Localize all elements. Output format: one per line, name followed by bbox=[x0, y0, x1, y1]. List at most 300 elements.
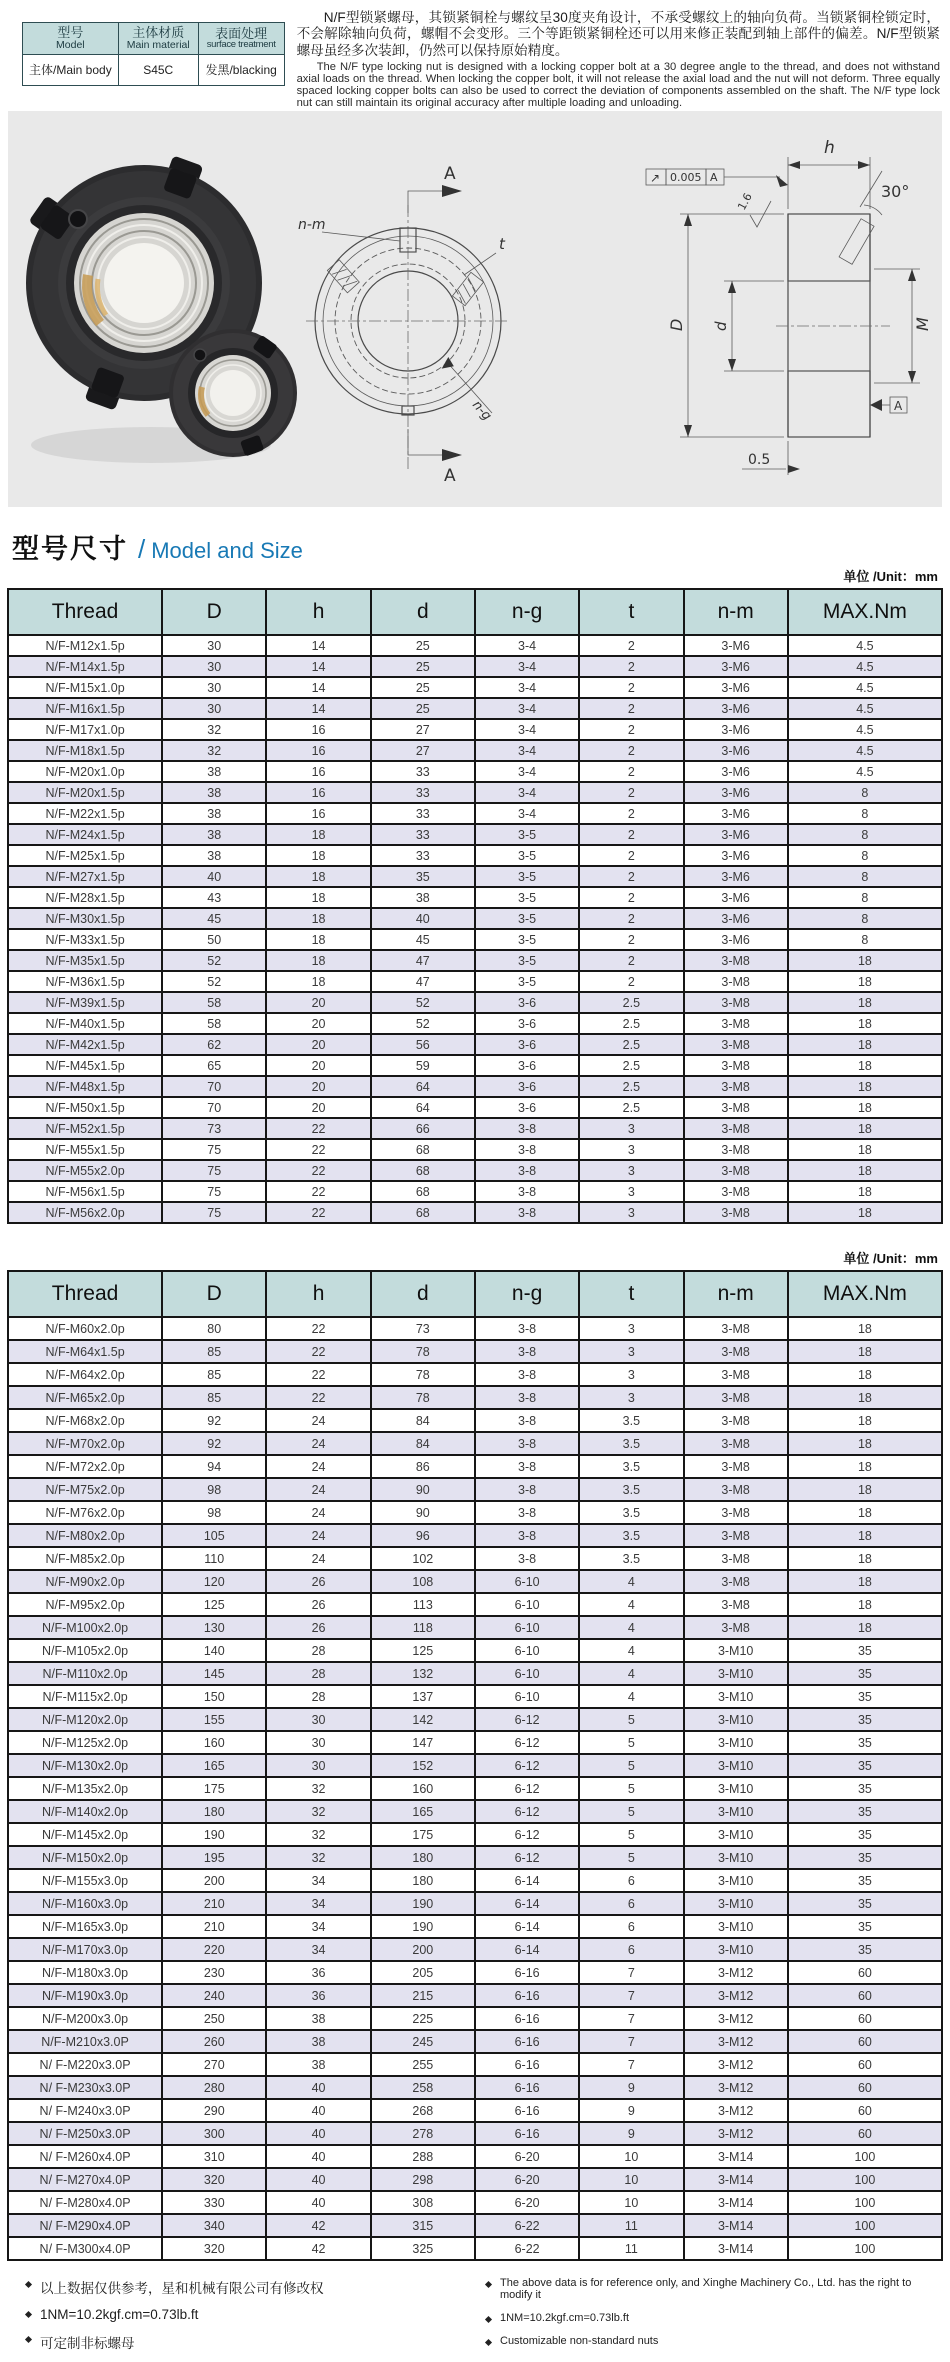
table-cell: 40 bbox=[162, 866, 266, 887]
table-cell: 3-M10 bbox=[684, 1731, 788, 1754]
table-cell: 35 bbox=[788, 1869, 942, 1892]
gdt-runout-frame bbox=[646, 169, 788, 187]
table-row bbox=[8, 887, 942, 908]
table-cell: 25 bbox=[371, 635, 475, 656]
table-cell: 3-5 bbox=[475, 824, 579, 845]
table-cell: 16 bbox=[266, 719, 370, 740]
table-cell: 18 bbox=[266, 950, 370, 971]
table-row bbox=[8, 782, 942, 803]
table-row bbox=[8, 1076, 942, 1097]
table-cell: 3-4 bbox=[475, 677, 579, 698]
table-cell: 52 bbox=[371, 1013, 475, 1034]
table-cell: 8 bbox=[788, 929, 942, 950]
table-cell: 8 bbox=[788, 887, 942, 908]
table-row bbox=[8, 1409, 942, 1432]
table-cell: 6-12 bbox=[475, 1731, 579, 1754]
table-cell: 100 bbox=[788, 2145, 942, 2168]
table-cell: 24 bbox=[266, 1501, 370, 1524]
table-cell: 22 bbox=[266, 1340, 370, 1363]
table-cell: 3-M8 bbox=[684, 1478, 788, 1501]
table-cell: 8 bbox=[788, 908, 942, 929]
table-cell: 18 bbox=[788, 1524, 942, 1547]
table-row bbox=[8, 866, 942, 887]
table-cell: 33 bbox=[371, 803, 475, 824]
table-cell: 27 bbox=[371, 740, 475, 761]
table-cell: 3 bbox=[579, 1160, 683, 1181]
table-cell: 3 bbox=[579, 1202, 683, 1223]
table-cell: 24 bbox=[266, 1547, 370, 1570]
table-cell: 102 bbox=[371, 1547, 475, 1570]
table-cell: 100 bbox=[788, 2237, 942, 2260]
table-cell: 65 bbox=[162, 1055, 266, 1076]
table-row bbox=[8, 1363, 942, 1386]
table-cell: 6-10 bbox=[475, 1593, 579, 1616]
table-cell: 22 bbox=[266, 1202, 370, 1223]
roughness-symbol bbox=[735, 191, 771, 227]
table-cell: 25 bbox=[371, 677, 475, 698]
column-header: MAX.Nm bbox=[788, 589, 942, 635]
size-table-2 bbox=[7, 1270, 943, 2261]
table-cell: 32 bbox=[266, 1846, 370, 1869]
table-cell: 24 bbox=[266, 1432, 370, 1455]
table-row bbox=[8, 677, 942, 698]
table-cell: 137 bbox=[371, 1685, 475, 1708]
table-cell: N/F-M100x2.0p bbox=[8, 1616, 162, 1639]
table-cell: 3-M8 bbox=[684, 1501, 788, 1524]
table-cell: 78 bbox=[371, 1340, 475, 1363]
table-cell: 2.5 bbox=[579, 992, 683, 1013]
table-cell: 200 bbox=[162, 1869, 266, 1892]
section-title-separator: / bbox=[138, 534, 146, 565]
table-cell: 6-14 bbox=[475, 1869, 579, 1892]
table-cell: 2.5 bbox=[579, 1076, 683, 1097]
table-cell: 8 bbox=[788, 782, 942, 803]
table-cell: 32 bbox=[162, 740, 266, 761]
table-cell: 113 bbox=[371, 1593, 475, 1616]
table-cell: N/F-M28x1.5p bbox=[8, 887, 162, 908]
info-header-model-zh: 型号 bbox=[57, 25, 84, 40]
table-cell: 14 bbox=[266, 698, 370, 719]
table-cell: 3-6 bbox=[475, 992, 579, 1013]
table-cell: 3-M12 bbox=[684, 2076, 788, 2099]
table-cell: 35 bbox=[788, 1915, 942, 1938]
table-cell: 3 bbox=[579, 1317, 683, 1340]
table-cell: 3-M6 bbox=[684, 656, 788, 677]
table-cell: 3-M12 bbox=[684, 1961, 788, 1984]
info-value-material: S45C bbox=[118, 54, 198, 85]
table-cell: 58 bbox=[162, 1013, 266, 1034]
table-cell: 3-M8 bbox=[684, 1455, 788, 1478]
table-cell: N/F-M52x1.5p bbox=[8, 1118, 162, 1139]
table-row bbox=[8, 1139, 942, 1160]
table-cell: 3-M8 bbox=[684, 1097, 788, 1118]
table-cell: N/F-M140x2.0p bbox=[8, 1800, 162, 1823]
table-row bbox=[8, 2237, 942, 2260]
table-cell: 32 bbox=[266, 1823, 370, 1846]
table-cell: 3-M8 bbox=[684, 1202, 788, 1223]
table-cell: 42 bbox=[266, 2237, 370, 2260]
table-cell: 18 bbox=[266, 971, 370, 992]
label-h: h bbox=[824, 138, 835, 159]
column-header: n-g bbox=[475, 1271, 579, 1317]
table-cell: N/F-M115x2.0p bbox=[8, 1685, 162, 1708]
table-row bbox=[8, 1501, 942, 1524]
table-cell: 6-12 bbox=[475, 1777, 579, 1800]
table-cell: 18 bbox=[266, 887, 370, 908]
table-cell: 98 bbox=[162, 1478, 266, 1501]
table-cell: 34 bbox=[266, 1938, 370, 1961]
table-cell: 3-8 bbox=[475, 1547, 579, 1570]
table-cell: 3-M10 bbox=[684, 1777, 788, 1800]
table-cell: 3 bbox=[579, 1139, 683, 1160]
table-cell: 22 bbox=[266, 1386, 370, 1409]
table-cell: 6-14 bbox=[475, 1892, 579, 1915]
table-cell: 3-M12 bbox=[684, 2053, 788, 2076]
table-cell: 4 bbox=[579, 1570, 683, 1593]
table-cell: 3-M14 bbox=[684, 2191, 788, 2214]
table-cell: 68 bbox=[371, 1202, 475, 1223]
table-cell: 3-8 bbox=[475, 1363, 579, 1386]
table-row bbox=[8, 2030, 942, 2053]
table-cell: 7 bbox=[579, 2030, 683, 2053]
table-row bbox=[8, 1984, 942, 2007]
table-cell: 3-M8 bbox=[684, 1181, 788, 1202]
table-cell: 330 bbox=[162, 2191, 266, 2214]
table-cell: 3-6 bbox=[475, 1055, 579, 1076]
table-cell: 60 bbox=[788, 2053, 942, 2076]
table-cell: 4.5 bbox=[788, 635, 942, 656]
table-cell: 18 bbox=[788, 1547, 942, 1570]
table-cell: 35 bbox=[788, 1823, 942, 1846]
table-cell: 6 bbox=[579, 1892, 683, 1915]
table-cell: N/F-M39x1.5p bbox=[8, 992, 162, 1013]
table-cell: 2 bbox=[579, 845, 683, 866]
table-cell: 32 bbox=[266, 1777, 370, 1800]
column-header: t bbox=[579, 589, 683, 635]
table-cell: N/F-M135x2.0p bbox=[8, 1777, 162, 1800]
table-cell: 78 bbox=[371, 1363, 475, 1386]
table-row bbox=[8, 740, 942, 761]
table-cell: 38 bbox=[266, 2053, 370, 2076]
column-header: d bbox=[371, 589, 475, 635]
info-header-material bbox=[118, 23, 198, 55]
table-cell: N/F-M16x1.5p bbox=[8, 698, 162, 719]
table-cell: 108 bbox=[371, 1570, 475, 1593]
table-cell: 3-M8 bbox=[684, 1340, 788, 1363]
table-cell: N/F-M180x3.0p bbox=[8, 1961, 162, 1984]
table-cell: N/F-M50x1.5p bbox=[8, 1097, 162, 1118]
table-cell: 290 bbox=[162, 2099, 266, 2122]
column-header: n-m bbox=[684, 1271, 788, 1317]
table-cell: 60 bbox=[788, 1961, 942, 1984]
table-cell: 24 bbox=[266, 1455, 370, 1478]
table-cell: 6-10 bbox=[475, 1639, 579, 1662]
table-cell: 60 bbox=[788, 2122, 942, 2145]
table-cell: 3-M8 bbox=[684, 971, 788, 992]
table-cell: 100 bbox=[788, 2168, 942, 2191]
table-cell: 3-8 bbox=[475, 1501, 579, 1524]
table-cell: 30 bbox=[266, 1731, 370, 1754]
table-cell: 58 bbox=[162, 992, 266, 1013]
table-cell: 268 bbox=[371, 2099, 475, 2122]
table-cell: 10 bbox=[579, 2168, 683, 2191]
table-cell: 3-M6 bbox=[684, 782, 788, 803]
table-cell: 4 bbox=[579, 1639, 683, 1662]
footnote-item: 可定制非标螺母 bbox=[26, 2332, 486, 2352]
table-cell: 3-5 bbox=[475, 887, 579, 908]
table-row bbox=[8, 2191, 942, 2214]
table-cell: N/ F-M250x3.0P bbox=[8, 2122, 162, 2145]
table-cell: 6-16 bbox=[475, 2122, 579, 2145]
table-cell: 18 bbox=[788, 1055, 942, 1076]
table-cell: N/F-M110x2.0p bbox=[8, 1662, 162, 1685]
table-row bbox=[8, 1915, 942, 1938]
table-cell: 152 bbox=[371, 1754, 475, 1777]
footnote-item: Customizable non-standard nuts bbox=[486, 2335, 936, 2347]
table-cell: 3-M8 bbox=[684, 1386, 788, 1409]
table-cell: 110 bbox=[162, 1547, 266, 1570]
table-cell: N/F-M64x1.5p bbox=[8, 1340, 162, 1363]
table-cell: 35 bbox=[788, 1731, 942, 1754]
table-cell: 60 bbox=[788, 2076, 942, 2099]
table-row bbox=[8, 1708, 942, 1731]
table-cell: N/F-M150x2.0p bbox=[8, 1846, 162, 1869]
table-cell: 2 bbox=[579, 782, 683, 803]
table-cell: 190 bbox=[162, 1823, 266, 1846]
table-cell: 18 bbox=[788, 1097, 942, 1118]
table-cell: 52 bbox=[162, 950, 266, 971]
table-cell: 47 bbox=[371, 971, 475, 992]
table-cell: 18 bbox=[788, 1478, 942, 1501]
table-cell: 150 bbox=[162, 1685, 266, 1708]
table-cell: 225 bbox=[371, 2007, 475, 2030]
table-cell: 20 bbox=[266, 992, 370, 1013]
table-cell: 73 bbox=[371, 1317, 475, 1340]
table-cell: 70 bbox=[162, 1076, 266, 1097]
table-cell: 9 bbox=[579, 2099, 683, 2122]
table-cell: 3-M8 bbox=[684, 1160, 788, 1181]
table-row bbox=[8, 1892, 942, 1915]
table-cell: 6-20 bbox=[475, 2168, 579, 2191]
table-cell: 8 bbox=[788, 845, 942, 866]
table-row bbox=[8, 1685, 942, 1708]
table-cell: 5 bbox=[579, 1800, 683, 1823]
table-cell: 132 bbox=[371, 1662, 475, 1685]
table-cell: 9 bbox=[579, 2122, 683, 2145]
table-cell: 3.5 bbox=[579, 1432, 683, 1455]
table-cell: 18 bbox=[788, 1616, 942, 1639]
footnote-item: 1NM=10.2kgf.cm=0.73lb.ft bbox=[486, 2312, 936, 2324]
column-header: d bbox=[371, 1271, 475, 1317]
table-cell: 33 bbox=[371, 782, 475, 803]
table-cell: 6-12 bbox=[475, 1708, 579, 1731]
table-cell: 3-M10 bbox=[684, 1754, 788, 1777]
table-cell: 210 bbox=[162, 1915, 266, 1938]
table-cell: 2 bbox=[579, 761, 683, 782]
table-cell: 18 bbox=[788, 1501, 942, 1524]
table-cell: 16 bbox=[266, 803, 370, 824]
table-cell: 3-8 bbox=[475, 1118, 579, 1139]
table-cell: 18 bbox=[266, 908, 370, 929]
table-cell: 4.5 bbox=[788, 698, 942, 719]
table-cell: 6-16 bbox=[475, 1984, 579, 2007]
table-cell: 38 bbox=[266, 2030, 370, 2053]
table-cell: 22 bbox=[266, 1363, 370, 1386]
table-cell: 24 bbox=[266, 1524, 370, 1547]
table-cell: 3-5 bbox=[475, 908, 579, 929]
table-cell: N/ F-M230x3.0P bbox=[8, 2076, 162, 2099]
table-cell: 18 bbox=[788, 1570, 942, 1593]
table-cell: 6-10 bbox=[475, 1662, 579, 1685]
table-cell: 3-5 bbox=[475, 866, 579, 887]
table-cell: N/F-M12x1.5p bbox=[8, 635, 162, 656]
table-cell: 18 bbox=[788, 971, 942, 992]
table-cell: 3 bbox=[579, 1118, 683, 1139]
table-cell: 3-4 bbox=[475, 761, 579, 782]
table-cell: 3-M10 bbox=[684, 1823, 788, 1846]
table-cell: 18 bbox=[266, 866, 370, 887]
table-cell: 3 bbox=[579, 1340, 683, 1363]
table-cell: 260 bbox=[162, 2030, 266, 2053]
table-cell: 5 bbox=[579, 1731, 683, 1754]
gdt-value: 0.005 bbox=[670, 171, 702, 185]
table-cell: 50 bbox=[162, 929, 266, 950]
table-cell: 3-M6 bbox=[684, 740, 788, 761]
table-cell: 3-M6 bbox=[684, 824, 788, 845]
table-cell: 4 bbox=[579, 1662, 683, 1685]
table-cell: 3-M8 bbox=[684, 1593, 788, 1616]
table-row bbox=[8, 2122, 942, 2145]
table-cell: 3-M6 bbox=[684, 698, 788, 719]
table-cell: 3-M8 bbox=[684, 950, 788, 971]
table-cell: 18 bbox=[788, 1317, 942, 1340]
gdt-datum-ref: A bbox=[710, 171, 718, 185]
table-row bbox=[8, 1097, 942, 1118]
table-row bbox=[8, 1547, 942, 1570]
table-cell: 35 bbox=[788, 1754, 942, 1777]
table-cell: 6-10 bbox=[475, 1616, 579, 1639]
table-cell: 80 bbox=[162, 1317, 266, 1340]
table-row bbox=[8, 698, 942, 719]
table-cell: 85 bbox=[162, 1340, 266, 1363]
table-cell: 3-5 bbox=[475, 971, 579, 992]
table-cell: 47 bbox=[371, 950, 475, 971]
table-cell: 38 bbox=[162, 845, 266, 866]
table-cell: 2.5 bbox=[579, 1097, 683, 1118]
table-row bbox=[8, 1639, 942, 1662]
table-cell: N/F-M120x2.0p bbox=[8, 1708, 162, 1731]
table-cell: 245 bbox=[371, 2030, 475, 2053]
table-row bbox=[8, 1202, 942, 1223]
table-cell: 6-16 bbox=[475, 2007, 579, 2030]
label-roughness: 1.6 bbox=[735, 191, 755, 213]
table-cell: 3-M8 bbox=[684, 1616, 788, 1639]
table-cell: 78 bbox=[371, 1386, 475, 1409]
table-cell: 3.5 bbox=[579, 1524, 683, 1547]
table-row bbox=[8, 1961, 942, 1984]
footnote-item: 1NM=10.2kgf.cm=0.73lb.ft bbox=[26, 2307, 486, 2322]
product-photo bbox=[16, 115, 306, 505]
table-cell: N/F-M56x2.0p bbox=[8, 1202, 162, 1223]
table-cell: 3-8 bbox=[475, 1386, 579, 1409]
table-row bbox=[8, 845, 942, 866]
table-cell: N/F-M24x1.5p bbox=[8, 824, 162, 845]
table-cell: 7 bbox=[579, 2053, 683, 2076]
table-cell: 2 bbox=[579, 971, 683, 992]
table-cell: 3-4 bbox=[475, 803, 579, 824]
table-cell: 94 bbox=[162, 1455, 266, 1478]
table-cell: 11 bbox=[579, 2214, 683, 2237]
table-cell: 98 bbox=[162, 1501, 266, 1524]
table-cell: 125 bbox=[371, 1639, 475, 1662]
table-cell: 70 bbox=[162, 1097, 266, 1118]
table-cell: N/F-M45x1.5p bbox=[8, 1055, 162, 1076]
table-cell: 35 bbox=[788, 1846, 942, 1869]
table-cell: 2 bbox=[579, 908, 683, 929]
table-cell: 38 bbox=[162, 761, 266, 782]
table-cell: N/ F-M270x4.0P bbox=[8, 2168, 162, 2191]
table-row bbox=[8, 950, 942, 971]
table-cell: 4.5 bbox=[788, 761, 942, 782]
table-cell: N/F-M130x2.0p bbox=[8, 1754, 162, 1777]
table-cell: 8 bbox=[788, 824, 942, 845]
table-cell: 315 bbox=[371, 2214, 475, 2237]
table-cell: 40 bbox=[266, 2122, 370, 2145]
table-cell: 3-M14 bbox=[684, 2168, 788, 2191]
table-cell: 40 bbox=[266, 2099, 370, 2122]
table-cell: 68 bbox=[371, 1181, 475, 1202]
table-row bbox=[8, 2145, 942, 2168]
table-cell: 3-M10 bbox=[684, 1892, 788, 1915]
table-cell: 3-4 bbox=[475, 782, 579, 803]
info-value-surface: 发黑/blacking bbox=[198, 54, 284, 85]
table-cell: 2 bbox=[579, 929, 683, 950]
table-cell: 180 bbox=[371, 1846, 475, 1869]
table-cell: N/F-M55x2.0p bbox=[8, 1160, 162, 1181]
table-cell: 3-8 bbox=[475, 1432, 579, 1455]
table-cell: 160 bbox=[371, 1777, 475, 1800]
table-cell: 3-8 bbox=[475, 1409, 579, 1432]
table-cell: 42 bbox=[266, 2214, 370, 2237]
table-cell: 310 bbox=[162, 2145, 266, 2168]
table-cell: 84 bbox=[371, 1409, 475, 1432]
table-cell: N/F-M125x2.0p bbox=[8, 1731, 162, 1754]
table-cell: 220 bbox=[162, 1938, 266, 1961]
column-header: D bbox=[162, 1271, 266, 1317]
table-cell: 6-14 bbox=[475, 1938, 579, 1961]
table-row bbox=[8, 1055, 942, 1076]
table-cell: N/F-M60x2.0p bbox=[8, 1317, 162, 1340]
table-cell: N/F-M160x3.0p bbox=[8, 1892, 162, 1915]
table-cell: 3-M8 bbox=[684, 1139, 788, 1160]
table-row bbox=[8, 1524, 942, 1547]
table-cell: 6-20 bbox=[475, 2191, 579, 2214]
table-row bbox=[8, 1777, 942, 1800]
table-cell: 3.5 bbox=[579, 1409, 683, 1432]
table-row bbox=[8, 908, 942, 929]
table-cell: 3-8 bbox=[475, 1478, 579, 1501]
table-cell: N/F-M20x1.0p bbox=[8, 761, 162, 782]
table-cell: 3-M12 bbox=[684, 2007, 788, 2030]
table-cell: 5 bbox=[579, 1754, 683, 1777]
table-cell: 205 bbox=[371, 1961, 475, 1984]
table-cell: 20 bbox=[266, 1076, 370, 1097]
table-cell: 35 bbox=[788, 1800, 942, 1823]
table-cell: 4.5 bbox=[788, 677, 942, 698]
table-row bbox=[8, 1478, 942, 1501]
table-cell: 3.5 bbox=[579, 1478, 683, 1501]
gdt-symbol: ↗ bbox=[650, 171, 661, 186]
